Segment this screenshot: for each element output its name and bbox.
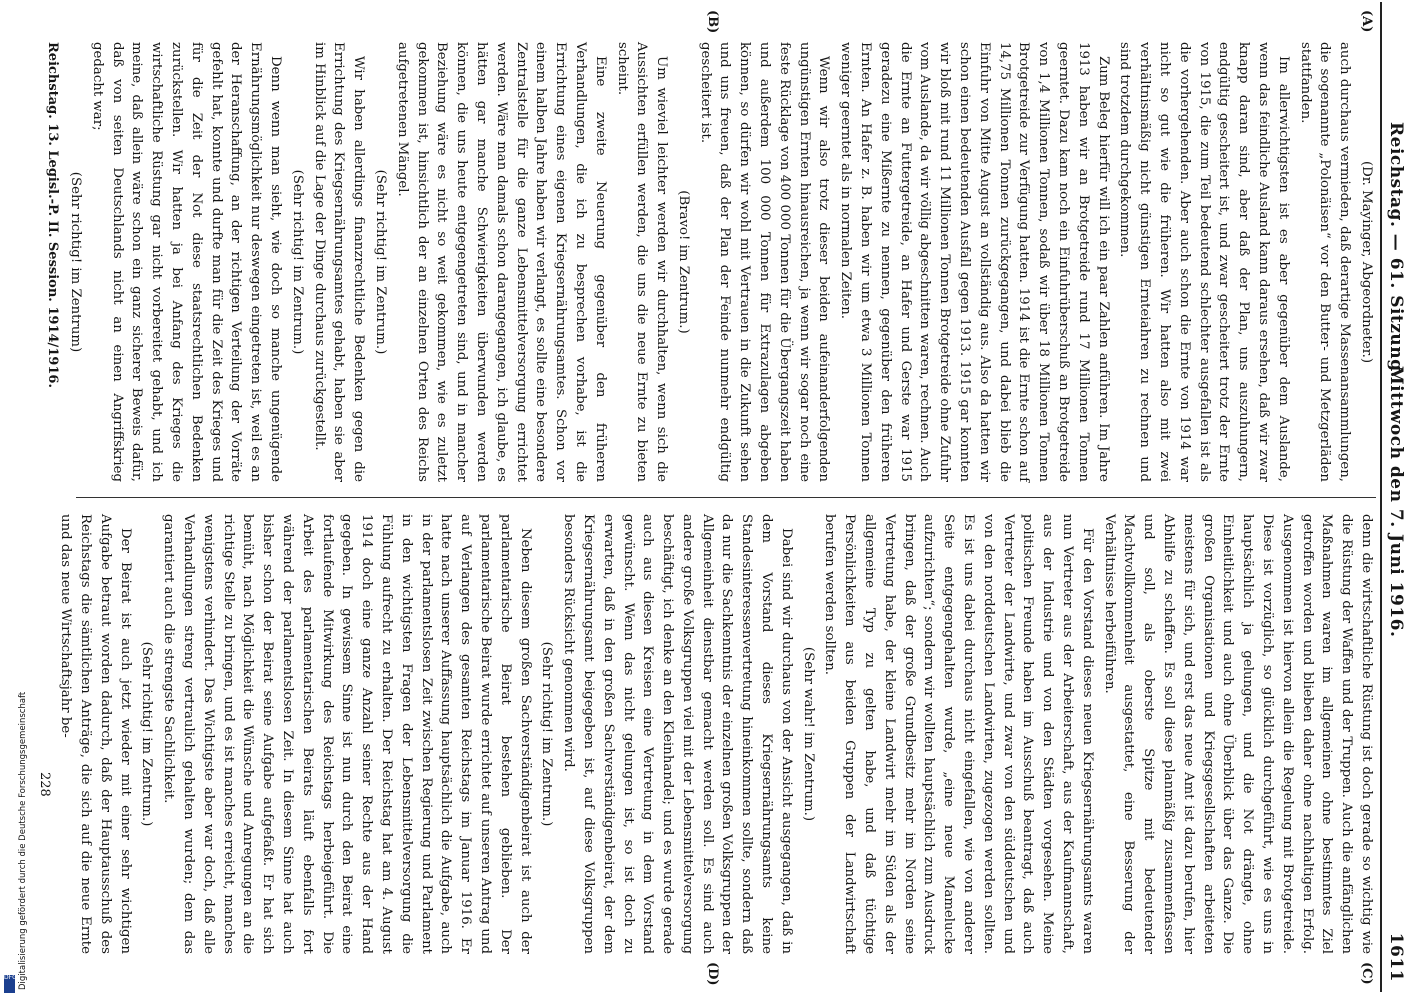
header-date-page [1386, 366, 1406, 982]
dfg-logo-icon: DFG [4, 975, 15, 993]
margin-marker-d: (D) [705, 962, 720, 986]
right-text-column [58, 514, 1376, 954]
speaker-line: (Dr. Mayinger, Abgeordneter.) [1359, 160, 1374, 364]
paragraph: Zum Beleg hierfür will ich ein paar Zahlen anführen. Im Jahre 1913 haben wir an Brotgetreide rund 17 Millionen Tonnen geerntet. Dazu kam noch ein Einfuhrüberschuß an Brotgetreide von 1,4 Millionen Tonnen, sodaß wir über 18 Millionen Tonnen Brotgetreide zur Verfügung hatten. 1914 ist die Ernte schon auf 14,75 Millionen Tonnen zurückgegangen, und dabei blieb die Einfuhr von Mitte August an vollständig aus. Also da hatten wir schon einen bedeutenden Ausfall gegen 1913. 1915 gar konnten wir bloß mit rund 11 Millionen Tonnen Brotgetreide ohne Zufuhr vom Auslande, da wir völlig abgeschnitten waren, rechnen. Auch die Ernte an Futtergetreide, an Hafer und Gerste war 1915 geradezu eine Mißernte zu nennen, gegenüber den früheren Ernten. An Hafer z. B. haben wir um etwa 3 Millionen Tonnen weniger geerntet als in normalen Zeiten. [838, 42, 1111, 482]
paragraph: Eine zweite Neuerung gegenüber den früheren Verhandlungen, die ich zu besprechen vorhabe, ist die Errichtung eines eigenen Kriegsernährungsamtes. Schon vor einem halben Jahre haben wir verlangt, es sollte eine besondere Zentralstelle für die ganze Lebensmittelversorgung errichtet werden. Wäre man damals schon darangegangen, ich glaube, es hätten gar manche Schwierigkeiten überwunden werden können, die uns heute entgegengetreten sind, und in mancher Beziehung wäre es nicht so weit gekommen, wie es zuletzt gekommen ist, hinsichtlich der an einzelnen Orten des Reichs aufgetretenen Mängel. [394, 42, 608, 482]
reaction: (Sehr richtig! im Zentrum.) [539, 641, 555, 827]
paragraph: Wenn wir also trotz dieser beiden aufeinanderfolgenden ungünstigen Ernten hinausreichen, ja wenn wir sogar noch eine feste Rücklage von 400 000 Tonnen für die Übergangszeit haben und außerdem 100 000 Tonnen für Extrazulagen abgeben können, so dürfen wir wohl mit Vertrauen in die Zukunft sehen und uns freuen, daß der Plan der Feinde nunmehr endgültig gescheitert ist. [697, 42, 832, 482]
digitization-note: Digitalisierung gefördert durch die Deutsche Forschungsgemeinschaft [18, 691, 28, 990]
paragraph: Der Beirat ist auch jetzt wieder mit einer sehr wichtigen Aufgabe betraut worden dadurch, daß der Hauptausschuß des Reichstags die sämtlichen Anträge, die sich auf die neue Ernte und das neue Wirtschaftsjahr be- [58, 514, 133, 954]
header-page-number: 1611 [1386, 932, 1406, 982]
column-divider [76, 497, 1376, 498]
paragraph: Um wieviel leichter werden wir durchhalten, wenn sich die Aussichten erfüllen werden, die uns die neue Ernte zu bieten scheint. [614, 42, 670, 482]
reaction: (Sehr richtig! im Zentrum.) [139, 641, 155, 827]
page-header [1380, 2, 1410, 992]
footer-page-number: 228 [37, 772, 52, 797]
header-date: Mittwoch den 7. Juni 1916. [1386, 365, 1406, 638]
reaction: (Sehr wahr! im Zentrum.) [800, 646, 816, 822]
paragraph: Neben diesem großen Sachverständigenbeirat ist auch der parlamentarische Beirat bestehen geblieben. Der parlamentarische Beirat wurde errichtet auf unseren Antrag und auf Verlangen des gesamten Reichstags im Januar 1916. Er hatte nach unserer Auffassung hauptsächlich die Aufgabe, auch in der parlamentslosen Zeit zwischen Regierung und Parlament in den wichtigsten Fragen der Lebensmittelversorgung die Fühlung aufrecht zu erhalten. Der Reichstag hat am 4. August 1914 doch eine ganze Anzahl seiner Rechte aus der Hand gegeben. In gewissem Sinne ist nun durch den Beirat eine fortlaufende Mitwirkung des Reichstags herbeigeführt. Die Arbeit des parlamentarischen Beirats läuft ebenfalls fort während der parlamentslosen Zeit. In diesem Sinne hat auch bisher schon der Beirat seine Aufgabe aufgefaßt. Er hat sich bemüht, nach Möglichkeit die Wünsche und Anregungen an die richtige Stelle zu bringen, und es ist manches erreicht, manches wenigstens verhindert. Das Wichtigste aber war doch, daß alle Verhandlungen streng vertraulich gehalten wurden; dem das garantiert auch die strengste Sachlichkeit. [161, 514, 533, 954]
left-text-column [66, 42, 1376, 482]
reaction: (Bravo! im Zentrum.) [675, 190, 691, 334]
rotated-page [20, 2, 1410, 992]
paragraph: Dabei sind wir durchaus von der Ansicht ausgegangen, daß in dem Vorstand dieses Kriegsernährungsamts keine Standesinteressenvertretung hineinkommen sollte, sondern daß da nur die Sachkenntnis der einzelnen großen Volksgruppen der Allgemeinheit dienstbar gemacht werden soll. Es sind auch andere große Volksgruppen viel mit der Lebensmittelversorgung beschäftigt, ich denke an den Kleinhandel; und es wurde gerade auch aus diesen Kreisen eine Vertretung in dem Vorstand gewünscht. Wenn das nicht gelungen ist, so ist doch zu erwarten, daß in den großen Sachverständigenbeirat, der dem Kriegsernährungsamt beigegeben ist, auf diese Volksgruppen besonders Rücksicht genommen wird. [561, 514, 794, 954]
paragraph: Für den Vorstand dieses neuen Kriegsernährungsamts waren nun Vertreter aus der Arbeiterschaft, aus der Kaufmannschaft, aus der Industrie und von den Städten vorgesehen. Meine politischen Freunde haben im Ausschuß beantragt, daß auch Vertreter der Landwirte, und zwar von den süddeutschen und von den norddeutschen Landwirten, zugezogen werden sollten. Es ist uns dabei durchaus nicht eingefallen, wie von anderer Seite entgegengehalten wurde, „eine neue Mamelucke aufzurichten“; sondern wir wollten hauptsächlich zum Ausdruck bringen, daß der große Grundbesitz mehr im Norden seine Vertretung habe, der kleine Landwirt mehr im Süden als der allgemeine Typ zu gelten habe, und daß tüchtige Persönlichkeiten aus beiden Gruppen der Landwirtschaft berufen werden sollten. [822, 514, 1095, 954]
margin-marker-c: (C) [1359, 962, 1374, 985]
paragraph: denn die wirtschaftliche Rüstung ist doch gerade so wichtig wie die Rüstung der Waffen und der Truppen. Auch die anfänglichen Maßnahmen waren im allgemeinen ohne bestimmtes Ziel getroffen worden und blieben daher ohne nachhaltigen Erfolg. Ausgenommen ist hiervon allein die Regelung mit Brotgetreide. Diese ist vorzüglich, so glücklich durchgeführt, wie es uns in hauptsächlich ja gelungen, und die Not drängte, ohne Einheitlichkeit und auch ohne Überblick über das Ganze. Die großen Organisationen und Kriegsgesellschaften arbeiteten meistens für sich, und erst das neue Amt ist dazu berufen, hier Abhilfe zu schaffen. Es soll diese planmäßig zusammenfassen und soll, als oberste Spitze mit bedeutender Machtvollkommenheit ausgestattet, eine Besserung der Verhältnisse herbeiführen. [1101, 514, 1374, 954]
reaction: (Sehr richtig! im Zentrum.) [372, 169, 388, 355]
paragraph: Denn wenn man sieht, wie doch so manche ungenügende Ernährungsmöglichkeit nur deswegen eingetreten ist, weil es an der Heranschaffung, an der richtigen Verteilung der Vorräte gefehlt hat, konnte und durfte man für die Zeit des Krieges und für die Zeit der Not diese staatsrechtlichen Bedenken zurückstellen. Wir hatten ja bei Anfang des Krieges die wirtschaftliche Rüstung gar nicht vorbereitet gehabt, und ich meine, daß allein wäre schon ein ganz sicherer Beweis dafür, daß von seiten Deutschlands nicht an einen Angriffskrieg gedacht war; [89, 42, 283, 482]
margin-marker-a: (A) [1359, 10, 1374, 33]
paragraph: auch durchaus vermieden, daß derartige Massenansammlungen, die sogenannte „Polonäisen“ vor den Butter- und Metzgerläden stattfanden. [1297, 42, 1353, 482]
paragraph: Wir haben allerdings finanzrechtliche Bedenken gegen die Errichtung des Kriegsernährungsamtes gehabt, haben sie aber im Hinblick auf die Lage der Dinge durchaus zurückgestellt. [311, 42, 367, 482]
paragraph: Im allerwichtigsten ist es aber gegenüber dem Auslande, wenn das feindliche Ausland kann daraus ersehen, daß wir zwar knapp daran sind, aber daß der Plan, uns auszuhungern, endgültig gescheitert ist, und zwar gescheitert trotz der Ernte von 1915, die zum Teil bedeutend schlechter ausgefallen ist als die vorhergehenden. Aber auch schon die Ernte von 1914 war nicht so gut wie die früheren. Wir hatten also mit zwei verhältnismäßig nicht günstigen Ernteiahren zu rechnen und sind trotzdem durchgekommen. [1117, 42, 1291, 482]
header-session: Reichstag. — 61. Sitzung. [1386, 122, 1406, 378]
reaction: (Sehr richtig! im Zentrum.) [289, 169, 305, 355]
margin-marker-b: (B) [705, 10, 720, 34]
reaction: (Sehr richtig! im Zentrum) [68, 171, 83, 353]
footer-legislature: Reichstag. 13. Legisl.-P. II. Session. 1914/1916. [45, 42, 60, 388]
